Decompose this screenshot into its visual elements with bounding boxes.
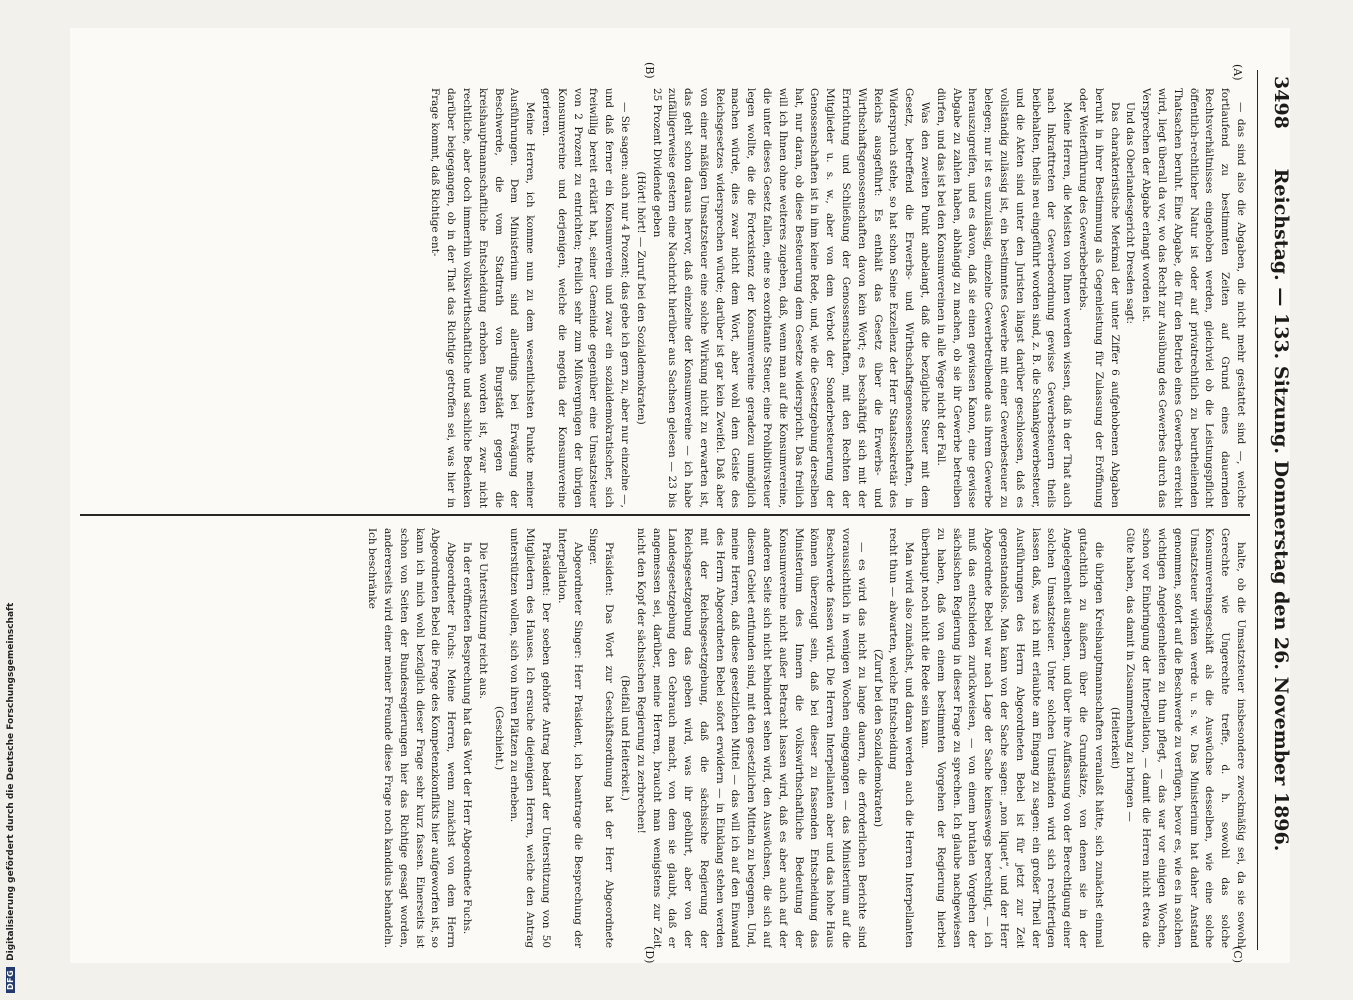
paragraph: halte, ob die Umsatzsteuer insbesondere zweckmäßig sei, da sie sowohl Gerechte wie Ungerechte treffe, d. h. sowohl das solche Konsumvereinsgeschäft als die Auswüchse desselben, wie eine solche Umsatzsteuer wirken werde u. s. w. Das Ministerium hat daher Anstand genommen, sofort auf die Beschwerde zu verfügen, bevor es, wie es in solchen wichtigen Angelegenheiten zu thun pflegt, — das war vor einigen Wochen, schon vor Einbringung der Interpellation, — damit die Herren nicht etwa die Güte haben, das damit in Zusammenhang zu bringen — [1124, 528, 1247, 948]
left-text-column [78, 88, 1248, 508]
paragraph: die übrigen Kreishauptmannschaften veranlaßt hätte, sich zunächst einmal gutachtlich zu äußern über die Grundsätze, von denen sie in der Angelegenheit ausgehen, und über ihre Auffassung von der Berechtigung einer solchen Umsatzsteuer. Unter solchen Umständen wird sich rechtfertigen lassen daß, was ich mit erlaubte am Eingang zu sagen: ein großer Theil der Ausführungen des Herrn Abgeordneten Bebel ist für jetzt zur Zeit gegenstandslos. Man kann von der Sache sagen: „non liquet“, und der Herr Abgeordnete Bebel war nach Lage der Sache keineswegs berechtigt, — ich muß das entschieden zurückweisen, — von einem brutalen Vorgehen der sächsischen Regierung in dieser Frage zu sprechen. Ich glaube nachgewiesen zu haben, daß von einem bestimmten Vorgehen der Regierung hierbei überhaupt noch nicht die Rede sein kann. [919, 528, 1105, 948]
footer-text: Digitalisierung gefördert durch die Deutsche Forschungsgemeinschaft [6, 602, 16, 961]
page-header [1257, 70, 1298, 950]
paragraph: — Sie sagen: auch nur 4 Prozent; das gebe ich gern zu, aber nur einzelne —, und daß ferner ein Konsumverein und zwar ein sozialdemokratischer, sich freiwillig bereit erklärt hat, seiner Gemeinde gegenüber eine Umsatzsteuer von 2 Prozent zu entrichten; freilich sehr zum Mißvergnügen der übrigen Konsumvereine und derjenigen, welche die negotia der Konsumvereine gerieren. [539, 88, 631, 508]
paragraph: In der eröffneten Besprechung hat das Wort der Herr Abgeordnete Fuchs. [460, 542, 473, 935]
page-number: 3498 [1270, 76, 1292, 129]
paragraph: Und das Oberlandesgericht Dresden sagt: [1124, 102, 1137, 325]
paragraph: Abgeordneter Fuchs: Meine Herren, wenn zunächst von dem Herrn Abgeordneten Bebel die Frage des Kompetenzkonflikts hier aufgeworfen ist, so kann ich mich wohl bezüglich dieser Frage sehr kurz fassen. Einerseits ist schon von Seiten der Bundesregierungen hier das Richtige gesagt worden, andererseits wird einer meiner Freunde diese Frage noch kandidus behandeln. Ich beschränke [366, 528, 458, 948]
funding-footer [6, 0, 22, 993]
paragraph: — es wird das nicht zu lange dauern, die erforderlichen Berichte sind voraussichtlich in wenigen Wochen eingegangen — das Ministerium auf die Beschwerde fassen wird. Die Herren Interpellanten aber und das hohe Haus können überzeugt sein, daß bei dieser zu fassenden Entscheidung das Ministerium des Innern die volkswirthschaftliche Bedeutung der Konsumvereine nicht außer Betracht lassen wird, daß es aber auch auf der anderen Seite sich nicht behindert sehen wird, den Auswüchsen, die sich auf diesem Gebiet entfunden sind, mit den gesetzlichen Mitteln zu begegnen. Und, meine Herren, daß diese gesetzlichen Mittel — das will ich auf den Einwand des Herrn Abgeordneten Bebel sofort erwidern — in Einklang stehen werden mit der Reichsgesetzgebung, daß die sächsische Regierung der Reichsgesetzgebung das geben wird, was ihr gebührt, aber von der Landesgesetzgebung den Gebrauch macht, von dem sie glaubt, daß er angemessen sei, darüber, meine Herren, braucht man wenigstens zur Zeit nicht den Kopf der sächsischen Regierung zu zerbrechen! [634, 528, 868, 948]
paragraph: Präsident: Das Wort zur Geschäftsordnung hat der Herr Abgeordnete Singer. [587, 528, 616, 948]
paragraph: Abgeordneter Singer: Herr Präsident, ich beantrage die Besprechung der Interpellation. [555, 528, 584, 948]
interjection: (Beifall und Heiterkeit.) [618, 675, 631, 801]
margin-marker-a: (A) [1231, 64, 1244, 81]
right-text-column [78, 528, 1248, 948]
interjection: (Geschieht.) [492, 705, 505, 771]
rotated-page-content [73, 62, 1298, 964]
running-title: Reichstag. — 133. Sitzung. Donnerstag den 26. November 1896. [1270, 168, 1292, 852]
interjection: (Zuruf bei den Sozialdemokraten) [871, 648, 884, 828]
paragraph: Präsident: Der soeben gehörte Antrag bedarf der Unterstützung von 50 Mitgliedern des Hauses. Ich ersuche diejenigen Herren, welche den Antrag unterstützen wollen, sich von ihren Plätzen zu erheben. [508, 528, 552, 948]
paragraph: Meine Herren, die Meisten von Ihnen werden wissen, daß in der That auch nach Inkrafttreten der Gewerbeordnung gewisse Gewerbesteuern theils beibehalten, theils neu eingeführt worden sind, z. B. die Schankgewerbesteuer, und die Akten sind unter den Juristen längst darüber geschlossen, daß es vollständig zulässig ist, ein bestimmtes Gewerbe mit einer Gewerbesteuer zu belegen; nur ist es unzulässig, einzelne Gewerbetreibende aus ihrem Gewerbe herauszugreifen, und es davon, daß sie einen gewissen Kanon, eine gewisse Abgabe zu zahlen haben, abhängig zu machen, ob sie ihr Gewerbe betreiben dürfen, und das ist bei den Konsumvereinen in alle Wege nicht der Fall. [934, 88, 1074, 508]
interjection: (Hört! hört! — Zuruf bei den Sozialdemokraten) [634, 171, 647, 425]
paragraph: Das charakteristische Merkmal der unter Ziffer 6 aufgehobenen Abgaben beruht in ihrer Bestimmung als Gegenleistung für Zulassung der Eröffnung oder Weiterführung des Gewerbebetriebs. [1077, 88, 1121, 508]
paragraph: Die Unterstützung reicht aus. [476, 542, 489, 699]
margin-marker-d: (D) [643, 946, 656, 964]
paragraph: Meine Herren, ich komme nun zu dem wesentlichsten Punkte meiner Ausführungen. Dem Ministerium sind allerdings bei Erwägung der Beschwerde, die vom Stadtrath von Burgstädt gegen die kreishauptmannschaftliche Entscheidung erhoben worden ist, zwar nicht rechtliche, aber doch immerhin volkswirthschaftliche und sachliche Bedenken darüber beigegangen, ob in der That das Richtige getroffen sei, was hier in Frage kommt, daß Richtige ent- [429, 88, 537, 508]
margin-marker-b: (B) [643, 62, 656, 79]
paragraph: Was den zweiten Punkt anbelangt, daß die bezügliche Steuer mit dem Gesetz, betreffend die Erwerbs- und Wirthschaftsgenossenschaften, in Widerspruch stehe, so hat schon Seine Exzellenz der Herr Staatssekretär des Reichs ausgeführt: Es enthält das Gesetz über die Erwerbs- und Wirthschaftsgenossenschaften davon kein Wort; es beschäftigt sich mit der Errichtung und Schließung der Genossenschaften, mit den Rechten der Mitglieder u. s. w., aber von dem Verbot der Sonderbesteuerung der Genossenschaften ist in ihm keine Rede, und, wie die Gesetzgebung derselben hat, nur daran, ob diese Besteuerung dem Gesetze widerspricht. Das freilich will ich Ihnen ohne weiteres zugeben, daß, wenn man auf die Konsumvereine, die unter dieses Gesetz fallen, eine so exorbitante Steuer, eine Prohibitivsteuer legen wollte, die die Fortexistenz der Konsumvereine geradezu unmöglich machen würde, dies zwar nicht dem Wort, aber wohl dem Geiste des Reichsgesetzes widersprechen würde; darüber ist gar kein Zweifel. Daß aber von einer mäßigen Umsatzsteuer eine solche Wirkung nicht zu erwarten ist, das geht schon daraus hervor, daß einzelne der Konsumvereine — ich habe zufälligerweise gestern eine Nachricht hierüber aus Sachsen gelesen — 23 bis 25 Prozent Dividende geben [650, 88, 932, 508]
paragraph: Man wird also zunächst, und daran werden auch die Herren Interpellanten recht thun — abwarten, welche Entscheidung [887, 528, 916, 948]
dfg-logo: DFG [6, 967, 15, 993]
margin-marker-c: (C) [1231, 946, 1244, 963]
column-divider [80, 514, 1250, 516]
paragraph: — das sind also die Abgaben, die nicht mehr gestattet sind —, welche fortlaufend zu bestimmten Zeiten auf Grund eines dauernden Rechtsverhältnisses eingehoben werden, gleichviel ob die Leistungspflicht öffentlich-rechtlicher Natur ist oder auf privatrechtlich zu beurtheilenden Thatsachen beruht. Eine Abgabe, die für den Betrieb eines Gewerbes erreicht wird, liegt überall da vor, wo das Recht zur Ausübung des Gewerbes durch das Versprechen der Abgabe erlangt worden ist. [1140, 88, 1247, 508]
interjection: (Heiterkeit) [1108, 707, 1121, 769]
